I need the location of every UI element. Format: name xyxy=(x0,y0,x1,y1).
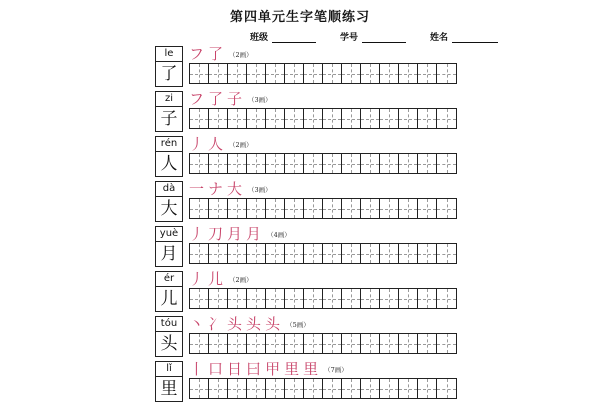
character-box: 子 xyxy=(155,106,183,132)
writing-cell[interactable] xyxy=(418,289,437,308)
class-line[interactable] xyxy=(272,33,316,43)
writing-cell[interactable] xyxy=(380,154,399,173)
writing-cell[interactable] xyxy=(247,289,266,308)
writing-cell[interactable] xyxy=(304,244,323,263)
writing-cell[interactable] xyxy=(437,244,456,263)
writing-grid xyxy=(189,378,457,399)
writing-cell[interactable] xyxy=(361,109,380,128)
stroke-step: 曰 xyxy=(246,360,262,378)
stroke-count: （2画） xyxy=(229,51,253,59)
practice-row xyxy=(155,271,455,315)
writing-cell[interactable] xyxy=(342,289,361,308)
writing-cell[interactable] xyxy=(190,109,209,128)
practice-row xyxy=(155,316,455,360)
stroke-step: ナ xyxy=(208,180,224,198)
stroke-step: 月 xyxy=(227,225,243,243)
writing-cell[interactable] xyxy=(418,199,437,218)
writing-grid xyxy=(189,288,457,309)
writing-cell[interactable] xyxy=(285,64,304,83)
class-field[interactable] xyxy=(250,30,316,43)
writing-cell[interactable] xyxy=(266,154,285,173)
writing-cell[interactable] xyxy=(342,154,361,173)
writing-cell[interactable] xyxy=(304,109,323,128)
writing-cell[interactable] xyxy=(285,379,304,398)
writing-cell[interactable] xyxy=(304,154,323,173)
stroke-step: 大 xyxy=(227,180,243,198)
stroke-count: （3画） xyxy=(248,96,272,104)
stroke-step: 丿 xyxy=(189,225,205,243)
writing-cell[interactable] xyxy=(399,289,418,308)
writing-cell[interactable] xyxy=(418,379,437,398)
stroke-step: 人 xyxy=(208,135,224,153)
writing-cell[interactable] xyxy=(304,379,323,398)
writing-cell[interactable] xyxy=(380,244,399,263)
writing-cell[interactable] xyxy=(399,109,418,128)
writing-cell[interactable] xyxy=(209,244,228,263)
stroke-order xyxy=(189,314,310,332)
stroke-order xyxy=(189,134,253,152)
writing-cell[interactable] xyxy=(323,379,342,398)
stroke-step: 丿 xyxy=(189,270,205,288)
number-line[interactable] xyxy=(362,33,406,43)
writing-cell[interactable] xyxy=(266,64,285,83)
stroke-step: 头 xyxy=(265,315,281,333)
writing-cell[interactable] xyxy=(285,244,304,263)
writing-cell[interactable] xyxy=(342,64,361,83)
writing-cell[interactable] xyxy=(380,109,399,128)
number-label: 学号 xyxy=(340,33,359,43)
writing-cell[interactable] xyxy=(247,154,266,173)
character-box: 人 xyxy=(155,151,183,177)
writing-cell[interactable] xyxy=(380,289,399,308)
stroke-step: 丨 xyxy=(189,360,205,378)
writing-grid xyxy=(189,198,457,219)
stroke-step: 儿 xyxy=(208,270,224,288)
class-label: 班级 xyxy=(250,33,269,43)
pinyin-box: rén xyxy=(155,136,183,151)
stroke-order xyxy=(189,359,348,377)
stroke-step: フ xyxy=(189,90,205,108)
writing-cell[interactable] xyxy=(342,244,361,263)
writing-cell[interactable] xyxy=(399,199,418,218)
stroke-order xyxy=(189,179,272,197)
writing-cell[interactable] xyxy=(418,109,437,128)
writing-cell[interactable] xyxy=(247,109,266,128)
pinyin-box: zi xyxy=(155,91,183,106)
writing-cell[interactable] xyxy=(209,64,228,83)
character-box: 里 xyxy=(155,376,183,402)
writing-cell[interactable] xyxy=(399,334,418,353)
stroke-step: 丶 xyxy=(189,315,205,333)
writing-cell[interactable] xyxy=(380,379,399,398)
page-title: 第四单元生字笔顺练习 xyxy=(229,10,370,25)
writing-cell[interactable] xyxy=(323,334,342,353)
writing-cell[interactable] xyxy=(228,379,247,398)
writing-cell[interactable] xyxy=(285,109,304,128)
stroke-step: 一 xyxy=(189,180,205,198)
practice-row xyxy=(155,136,455,180)
name-field[interactable] xyxy=(430,30,498,43)
writing-cell[interactable] xyxy=(342,334,361,353)
pinyin-box: dà xyxy=(155,181,183,196)
writing-cell[interactable] xyxy=(228,154,247,173)
writing-cell[interactable] xyxy=(266,379,285,398)
writing-cell[interactable] xyxy=(285,199,304,218)
writing-grid xyxy=(189,108,457,129)
writing-cell[interactable] xyxy=(437,379,456,398)
writing-cell[interactable] xyxy=(323,154,342,173)
stroke-count: （4画） xyxy=(267,231,291,239)
stroke-order xyxy=(189,224,291,242)
writing-cell[interactable] xyxy=(304,289,323,308)
writing-cell[interactable] xyxy=(247,199,266,218)
writing-cell[interactable] xyxy=(304,64,323,83)
writing-cell[interactable] xyxy=(418,154,437,173)
writing-cell[interactable] xyxy=(228,334,247,353)
writing-cell[interactable] xyxy=(266,199,285,218)
stroke-count: （2画） xyxy=(229,141,253,149)
stroke-count: （2画） xyxy=(229,276,253,284)
stroke-step: 头 xyxy=(246,315,262,333)
writing-cell[interactable] xyxy=(209,334,228,353)
writing-cell[interactable] xyxy=(209,154,228,173)
stroke-step: 子 xyxy=(227,90,243,108)
writing-cell[interactable] xyxy=(228,64,247,83)
writing-cell[interactable] xyxy=(399,154,418,173)
writing-cell[interactable] xyxy=(190,244,209,263)
writing-cell[interactable] xyxy=(418,244,437,263)
writing-cell[interactable] xyxy=(361,154,380,173)
stroke-step: 口 xyxy=(208,360,224,378)
writing-cell[interactable] xyxy=(266,244,285,263)
writing-cell[interactable] xyxy=(323,64,342,83)
writing-grid xyxy=(189,63,457,84)
writing-cell[interactable] xyxy=(418,64,437,83)
stroke-count: （5画） xyxy=(286,321,310,329)
writing-cell[interactable] xyxy=(209,289,228,308)
writing-cell[interactable] xyxy=(399,379,418,398)
writing-cell[interactable] xyxy=(285,289,304,308)
writing-cell[interactable] xyxy=(266,289,285,308)
writing-cell[interactable] xyxy=(209,379,228,398)
writing-grid xyxy=(189,243,457,264)
practice-row xyxy=(155,181,455,225)
student-info xyxy=(250,30,498,43)
writing-cell[interactable] xyxy=(361,199,380,218)
number-field[interactable] xyxy=(340,30,406,43)
writing-cell[interactable] xyxy=(361,244,380,263)
writing-cell[interactable] xyxy=(418,334,437,353)
writing-grid xyxy=(189,153,457,174)
writing-cell[interactable] xyxy=(399,244,418,263)
stroke-count: （3画） xyxy=(248,186,272,194)
writing-cell[interactable] xyxy=(266,334,285,353)
practice-row xyxy=(155,91,455,135)
stroke-step: 日 xyxy=(227,360,243,378)
writing-cell[interactable] xyxy=(361,379,380,398)
writing-cell[interactable] xyxy=(247,64,266,83)
writing-cell[interactable] xyxy=(247,379,266,398)
writing-cell[interactable] xyxy=(342,109,361,128)
stroke-step: 里 xyxy=(303,360,319,378)
pinyin-box: le xyxy=(155,46,183,61)
writing-cell[interactable] xyxy=(323,244,342,263)
writing-cell[interactable] xyxy=(190,379,209,398)
character-box: 月 xyxy=(155,241,183,267)
character-box: 了 xyxy=(155,61,183,87)
stroke-step: 刀 xyxy=(208,225,224,243)
practice-row xyxy=(155,46,455,90)
practice-row xyxy=(155,226,455,270)
writing-cell[interactable] xyxy=(228,199,247,218)
writing-cell[interactable] xyxy=(228,244,247,263)
writing-cell[interactable] xyxy=(437,64,456,83)
stroke-order xyxy=(189,44,253,62)
writing-cell[interactable] xyxy=(304,199,323,218)
writing-cell[interactable] xyxy=(399,64,418,83)
writing-cell[interactable] xyxy=(285,154,304,173)
writing-cell[interactable] xyxy=(380,334,399,353)
practice-row xyxy=(155,361,455,405)
writing-cell[interactable] xyxy=(437,154,456,173)
writing-cell[interactable] xyxy=(190,199,209,218)
writing-cell[interactable] xyxy=(266,109,285,128)
writing-cell[interactable] xyxy=(342,199,361,218)
writing-cell[interactable] xyxy=(323,199,342,218)
writing-cell[interactable] xyxy=(285,334,304,353)
pinyin-box: ér xyxy=(155,271,183,286)
stroke-step: フ xyxy=(189,45,205,63)
character-box: 儿 xyxy=(155,286,183,312)
stroke-step: 了 xyxy=(208,90,224,108)
name-line[interactable] xyxy=(452,33,498,43)
writing-cell[interactable] xyxy=(380,64,399,83)
stroke-order xyxy=(189,269,253,287)
character-box: 头 xyxy=(155,331,183,357)
writing-cell[interactable] xyxy=(437,334,456,353)
writing-cell[interactable] xyxy=(323,109,342,128)
writing-cell[interactable] xyxy=(361,64,380,83)
stroke-step: 头 xyxy=(227,315,243,333)
writing-cell[interactable] xyxy=(247,244,266,263)
writing-cell[interactable] xyxy=(190,289,209,308)
writing-cell[interactable] xyxy=(190,154,209,173)
writing-cell[interactable] xyxy=(247,334,266,353)
pinyin-box: tóu xyxy=(155,316,183,331)
writing-cell[interactable] xyxy=(323,289,342,308)
writing-cell[interactable] xyxy=(437,199,456,218)
writing-cell[interactable] xyxy=(304,334,323,353)
writing-cell[interactable] xyxy=(437,109,456,128)
stroke-step: 里 xyxy=(284,360,300,378)
writing-cell[interactable] xyxy=(228,289,247,308)
pinyin-box: yuè xyxy=(155,226,183,241)
stroke-step: 冫 xyxy=(208,315,224,333)
writing-cell[interactable] xyxy=(190,64,209,83)
writing-cell[interactable] xyxy=(361,289,380,308)
stroke-step: 甲 xyxy=(265,360,281,378)
stroke-order xyxy=(189,89,272,107)
writing-cell[interactable] xyxy=(209,199,228,218)
stroke-step: 丿 xyxy=(189,135,205,153)
writing-cell[interactable] xyxy=(437,289,456,308)
writing-cell[interactable] xyxy=(190,334,209,353)
stroke-step: 月 xyxy=(246,225,262,243)
writing-cell[interactable] xyxy=(380,199,399,218)
stroke-count: （7画） xyxy=(324,366,348,374)
writing-cell[interactable] xyxy=(209,109,228,128)
writing-cell[interactable] xyxy=(361,334,380,353)
writing-cell[interactable] xyxy=(342,379,361,398)
writing-grid xyxy=(189,333,457,354)
character-box: 大 xyxy=(155,196,183,222)
pinyin-box: lǐ xyxy=(155,361,183,376)
name-label: 姓名 xyxy=(430,33,449,43)
stroke-step: 了 xyxy=(208,45,224,63)
writing-cell[interactable] xyxy=(228,109,247,128)
